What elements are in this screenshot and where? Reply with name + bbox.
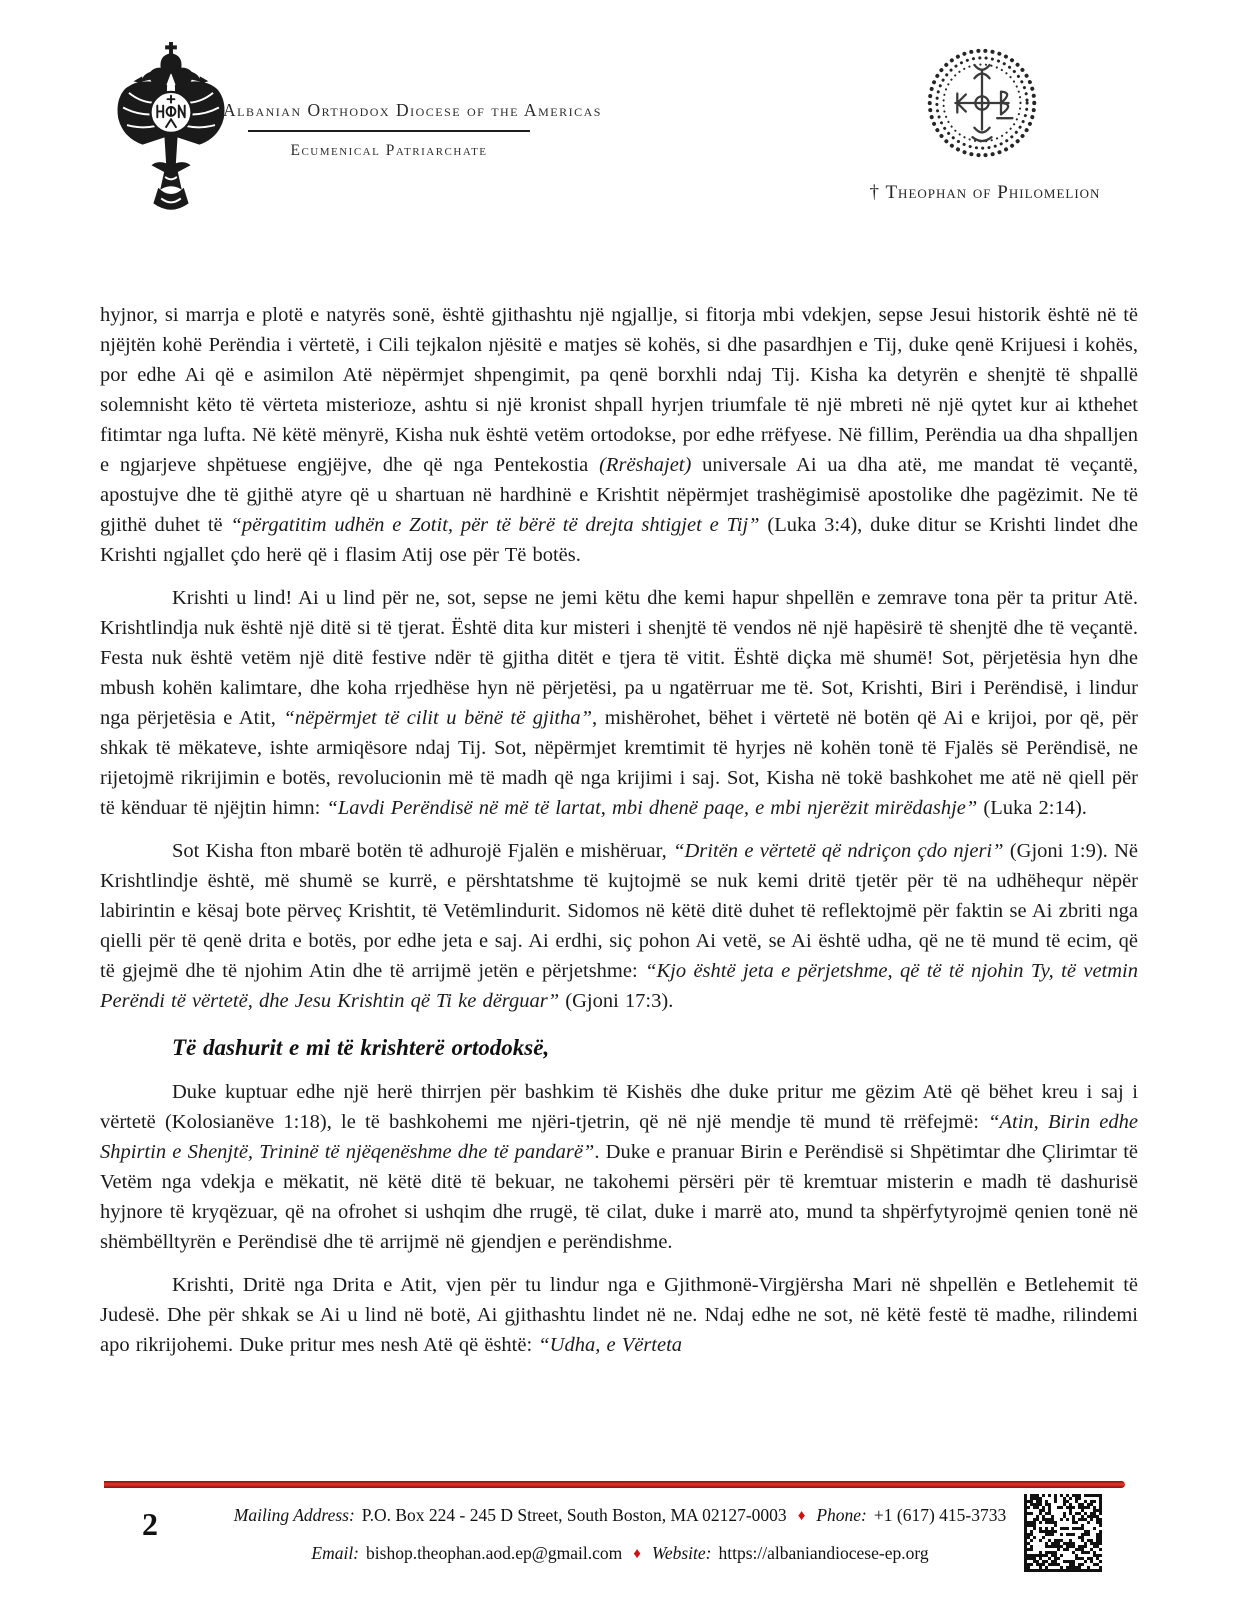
mailing-address-value: P.O. Box 224 - 245 D Street, South Boston, MA 02127-0003 <box>361 1505 787 1525</box>
bishop-signature: † Theophan of Philomelion <box>869 182 1101 203</box>
footer <box>180 1497 1060 1573</box>
letterhead <box>223 100 602 160</box>
body-paragraph: Krishti, Dritë nga Drita e Atit, vjen për tu lindur nga e Gjithmonë-Virgjërsha Mari në shpellën e Betlehemit të Judesë. Dhe për shkak se Ai u lind në botë, Ai gjithashtu lindet në ne. Ndaj edhe ne sot, në këtë festë të madhe, rilindemi apo rikrijohemi. Duke pritur mes nesh Atë që është: “Udha, e Vërteta <box>100 1274 1138 1356</box>
section-heading: Të dashurit e mi të krishterë ortodoksë, <box>172 1035 550 1060</box>
document-body <box>100 300 1138 1360</box>
header-divider <box>248 130 530 132</box>
footer-rule <box>104 1481 1125 1488</box>
body-paragraph: hyjnor, si marrja e plotë e natyrës sonë, është gjithashtu një ngjallje, si fitorja mbi vdekjen, sepse Jesui historik është në të njëjtën kohë Perëndia i vërtetë, i Cili tejkalon njësitë e matjes së kohës, si dhe pasardhjen e Tij, duke qenë Krijuesi i kohës, por edhe Ai që e asimilon Atë nëpërmjet shpengimit, pa qenë borxhli ndaj Tij. Kisha ka detyrën e shenjtë të shpallë solemnisht këto të vërteta misterioze, ashtu si një kronist shpall hyrjen triumfale të një mbreti në një qytet kur ai kthehet fitimtar nga lufta. Në këtë mënyrë, Kisha nuk është vetëm ortodokse, por edhe rrëfyese. Në fillim, Perëndia ua dha shpalljen e ngjarjeve shpëtuese engjëjve, dhe që nga Pentekostia (Rrëshajet) universale Ai ua dha atë, me mandat të veçantë, apostujve dhe të gjithë atyre që u shartuan në hardhinë e Krishtit nëpërmjet trashëgimisë apostolike dhe pagëzimit. Ne të gjithë duhet të “përgatitim udhën e Zotit, për të bërë të drejta shtigjet e Tij” (Luka 3:4), duke ditur se Krishti lindet dhe Krishti ngjallet çdo herë që i flasim Atij ose për Të botës. <box>100 304 1139 566</box>
mailing-address-label: Mailing Address: <box>233 1505 355 1525</box>
body-paragraph: Duke kuptuar edhe një herë thirrjen për bashkim të Kishës dhe duke pritur me gëzim Atë që bëhet kreu i saj i vërtetë (Kolosianëve 1:18), le të bashkohemi me njëri-tjetrin, që në një mendje të mund të rrëfejmë: “Atin, Birin edhe Shpirtin e Shenjtë, Trininë të njëqenëshme dhe të pandarë”. Duke e pranuar Birin e Perëndisë si Shpëtimtar dhe Çlirimtar të Vetëm nga vdekja e mëkatit, në këtë ditë të bekuar, ne takohemi përsëri për të kremtuar misterin e madh të dashurisë hyjnore të kryqëzuar, që na ofrohet si ushqim dhe rrugë, të cilat, duke i marrë ato, mund ta shpërfytyrojmë qenien tonë në shëmbëlltyrën e Perëndisë dhe të arrijmë në gjendjen e perëndishme. <box>100 1081 1139 1253</box>
diamond-separator-icon: ♦ <box>797 1508 806 1524</box>
double-headed-eagle-logo-icon <box>112 42 230 218</box>
diamond-separator-icon: ♦ <box>633 1546 641 1562</box>
footer-line-2 <box>180 1535 1060 1573</box>
qr-code-icon <box>1024 1494 1102 1572</box>
phone-value: +1 (617) 415-3733 <box>873 1505 1007 1525</box>
email-label: Email: <box>311 1543 360 1563</box>
phone-label: Phone: <box>816 1505 867 1525</box>
website-label: Website: <box>651 1543 712 1563</box>
body-paragraph: Krishti u lind! Ai u lind për ne, sot, sepse ne jemi këtu dhe kemi hapur shpellën e zemrave tona për ta pritur Atë. Krishtlindja nuk është një ditë si të tjerat. Është dita kur misteri i shenjtë të vendos në një hapësirë të shenjtë dhe të veçantë. Festa nuk është vetëm një ditë festive ndër të gjitha ditët e tjera të vitit. Është diçka më shumë! Sot, përjetësia hyn dhe mbush kohën kalimtare, dhe koha rrjedhëse hyn në përjetësi, pa u ngatërruar me të. Sot, Krishti, Biri i Perëndisë, i lindur nga përjetësia e Atit, “nëpërmjet të cilit u bënë të gjitha”, mishërohet, bëhet i vërtetë në botën që Ai e krijoi, por që, për shkak të mëkateve, ishte armiqësore ndaj Tij. Sot, nëpërmjet kremtimit të hyrjes në kohën tonë të Fjalës së Perëndisë, ne rijetojmë rikrijimin e botës, revolucionin më të madh që nga krijimi i saj. Sot, Kisha në tokë bashkohet me atë në qiell për të kënduar të njëjtin himn: “Lavdi Perëndisë në më të lartat, mbi dhenë paqe, e mbi njerëzit mirëdashje” (Luka 2:14). <box>100 587 1139 819</box>
email-value: bishop.theophan.aod.ep@gmail.com <box>366 1543 623 1563</box>
episcopal-seal-icon <box>925 46 1039 160</box>
website-value: https://albaniandiocese-ep.org <box>718 1543 929 1563</box>
page-number: 2 <box>142 1506 158 1542</box>
footer-line-1 <box>180 1497 1060 1535</box>
org-subtitle: Ecumenical Patriarchate <box>290 142 488 159</box>
body-paragraph: Sot Kisha fton mbarë botën të adhurojë Fjalën e mishëruar, “Dritën e vërtetë që ndriçon çdo njeri” (Gjoni 1:9). Në Krishtlindje është, më shumë se kurrë, e përshtatshme të kujtojmë se nuk kemi dritë tjetër për të na udhëhequr nëpër labirintin e kësaj bote përveç Krishtit, të Vetëmlindurit. Sidomos në këtë ditë duhet të reflektojmë për faktin se Ai zbriti nga qielli për të qenë drita e botës, por edhe jeta e saj. Ai erdhi, siç pohon Ai vetë, se Ai është udha, që ne të mund të ecim, që të gjejmë dhe të njohim Atin dhe të arrijmë jetën e përjetshme: “Kjo është jeta e përjetshme, që të të njohin Ty, të vetmin Perëndi të vërtetë, dhe Jesu Krishtin që Ti ke dërguar” (Gjoni 17:3). <box>100 840 1139 1012</box>
org-name: Albanian Orthodox Diocese of the Americas <box>223 100 602 120</box>
